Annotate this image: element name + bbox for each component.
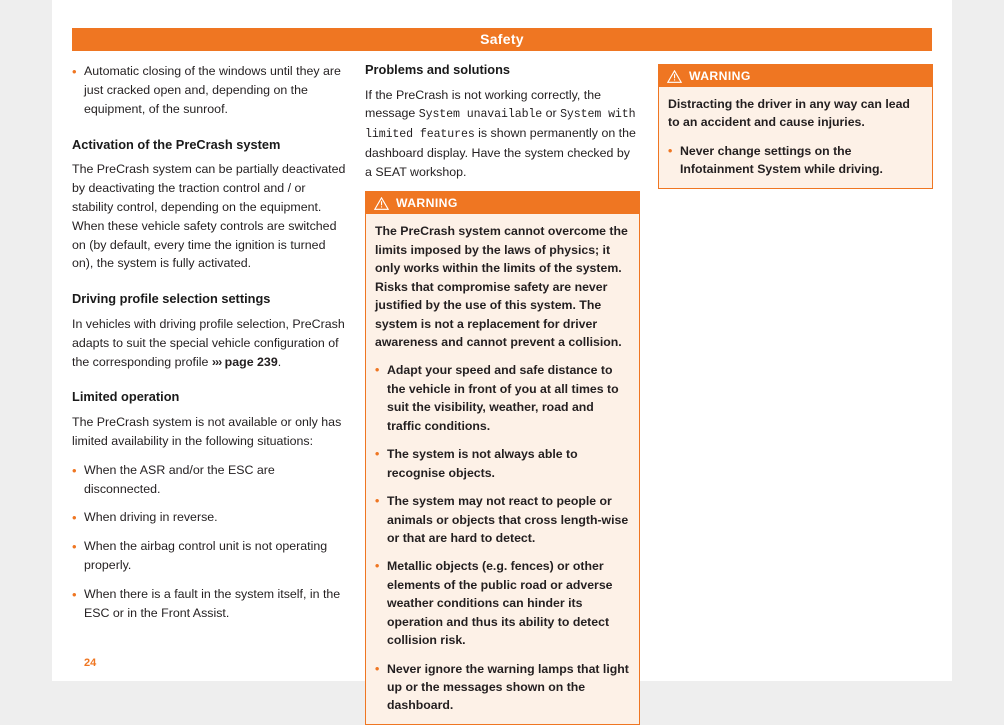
paragraph-driving-profile bbox=[72, 315, 347, 372]
column-right bbox=[658, 62, 933, 189]
page-header-title: Safety bbox=[480, 31, 524, 47]
warning-box-header bbox=[366, 192, 639, 214]
warning-triangle-icon bbox=[374, 197, 389, 210]
heading-limited-operation: Limited operation bbox=[72, 389, 180, 405]
warning-triangle-icon bbox=[667, 70, 682, 83]
column-middle bbox=[365, 62, 640, 725]
heading-driving-profile: Driving profile selection settings bbox=[72, 291, 271, 307]
warning-list-item: • Never ignore the warning lamps that light up or the messages shown on the dashboard. bbox=[375, 660, 630, 715]
warning-box-right bbox=[658, 64, 933, 189]
page-header-banner bbox=[72, 28, 932, 51]
paragraph-problems-solutions bbox=[365, 86, 640, 182]
warning-box-body bbox=[659, 87, 932, 188]
paragraph-driving-profile-text: In vehicles with driving profile selection, PreCrash adapts to suit the special vehicle configuration of the corresponding profile bbox=[72, 316, 345, 369]
text-before-code: If the PreCrash is not working correctly, the message bbox=[365, 87, 601, 121]
document-page bbox=[52, 0, 952, 713]
warning-list-item: • The system may not react to people or animals or objects that cross length-wise or that are hard to detect. bbox=[375, 492, 630, 547]
column-left bbox=[72, 62, 347, 633]
reference-arrows-icon: ››› bbox=[211, 354, 222, 369]
message-code-1: System unavailable bbox=[418, 108, 543, 122]
warning-box-body bbox=[366, 214, 639, 724]
paragraph-driving-profile-end: . bbox=[277, 354, 282, 369]
warning-box-header bbox=[659, 65, 932, 87]
warning-list-item: • Never change settings on the Infotainment System while driving. bbox=[668, 142, 923, 179]
heading-activation: Activation of the PreCrash system bbox=[72, 136, 281, 152]
paragraph-limited-operation: The PreCrash system is not available or only has limited availability in the following situations: bbox=[72, 415, 342, 448]
warning-list-item: • Metallic objects (e.g. fences) or other elements of the public road or adverse weather conditions can hinder its operation and thus its ability to detect collision risk. bbox=[375, 557, 630, 649]
paragraph-activation: The PreCrash system can be partially deactivated by deactivating the traction control and / or stability control, depending on the equipment. When these vehicle safety controls are switched on (by default, every time the ignition is turned on), the system is fully activated. bbox=[72, 162, 346, 271]
warning-label: WARNING bbox=[396, 196, 458, 211]
warning-paragraph: The PreCrash system cannot overcome the limits imposed by the laws of physics; it only works within the limits of the system. Risks that compromise safety are never justified by the use of this system. The system is not a replacement for driver awareness and cannot prevent a collision. bbox=[375, 224, 628, 349]
list-item: • When the airbag control unit is not operating properly. bbox=[72, 537, 347, 575]
text-after-code: is shown permanently on the dashboard display. Have the system checked by a SEAT workshop. bbox=[365, 126, 636, 179]
warning-box-middle bbox=[365, 191, 640, 725]
warning-list-item: • The system is not always able to recognise objects. bbox=[375, 445, 630, 482]
reference-label: page 239 bbox=[224, 354, 278, 369]
warning-label: WARNING bbox=[689, 69, 751, 83]
list-item: • When there is a fault in the system itself, in the ESC or in the Front Assist. bbox=[72, 585, 347, 623]
warning-list-item: • Adapt your speed and safe distance to the vehicle in front of you at all times to suit the visibility, weather, road and traffic conditions. bbox=[375, 361, 630, 435]
list-item: • When the ASR and/or the ESC are disconnected. bbox=[72, 461, 347, 499]
lead-bullet: • Automatic closing of the windows until they are just cracked open and, depending on the equipment, of the sunroof. bbox=[72, 62, 347, 119]
cross-reference[interactable] bbox=[212, 355, 278, 369]
warning-paragraph: Distracting the driver in any way can lead to an accident and cause injuries. bbox=[668, 97, 910, 130]
text-or: or bbox=[542, 106, 561, 121]
message-code-2: System with limited features bbox=[365, 108, 636, 142]
heading-problems-solutions: Problems and solutions bbox=[365, 62, 511, 77]
list-item: • When driving in reverse. bbox=[72, 508, 347, 527]
page-number: 24 bbox=[84, 657, 97, 669]
